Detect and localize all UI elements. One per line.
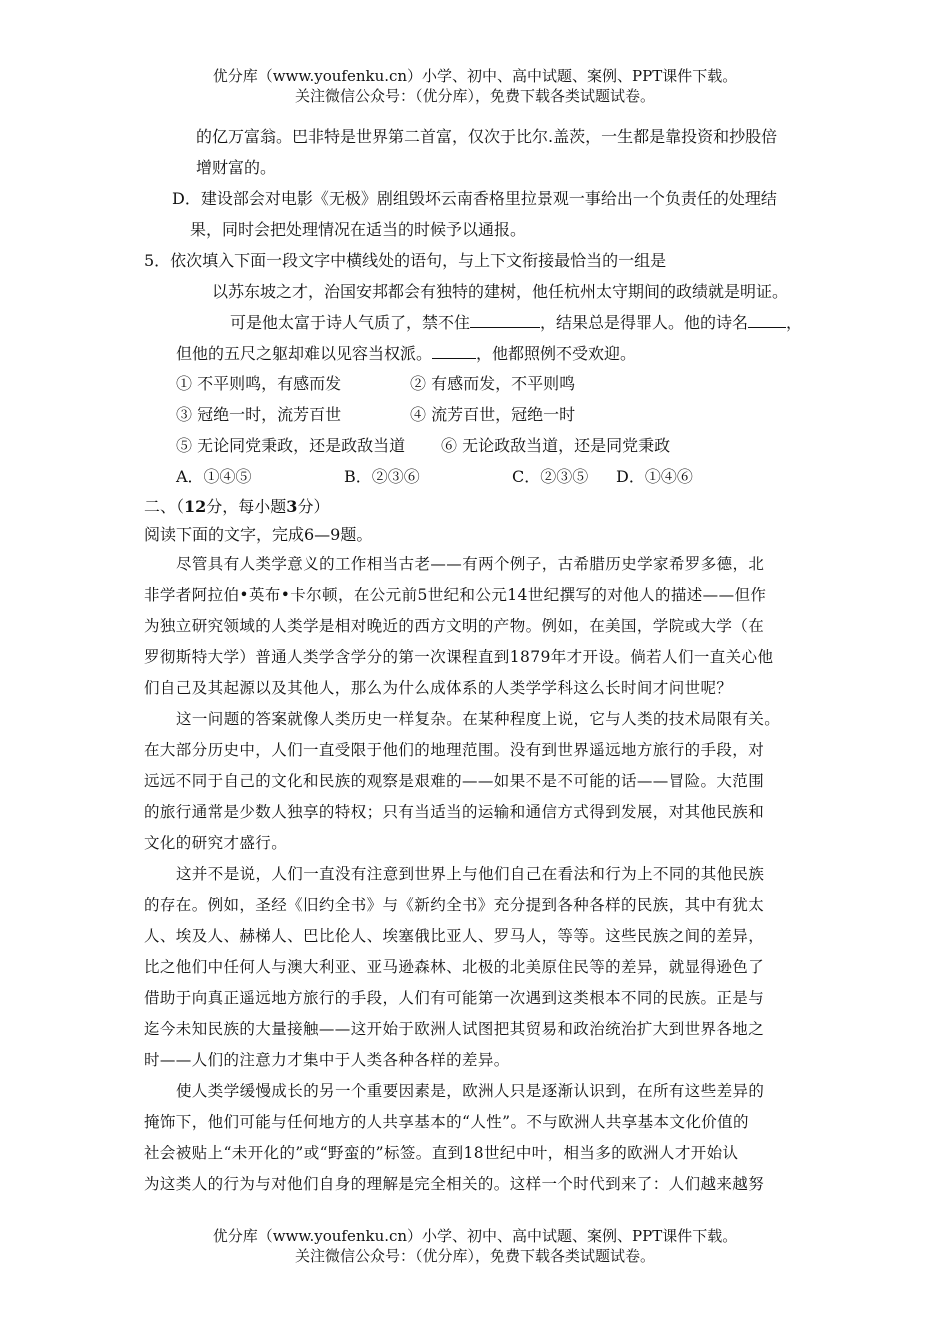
q5-passage-line-2a: 可是他太富于诗人气质了，禁不住 xyxy=(230,313,471,332)
section-heading-each: 3 xyxy=(286,497,298,516)
q5-stem: 5．依次填入下面一段文字中横线处的语句，与上下文衔接最恰当的一组是 xyxy=(144,251,667,270)
q4-option-c-line-1: 的亿万富翁。巴非特是世界第二首富，仅次于比尔.盖茨，一生都是靠投资和抄股倍 xyxy=(196,127,778,146)
q5-item-3: ③ 冠绝一时，流芳百世 xyxy=(176,405,342,424)
passage-line-8: 远远不同于自己的文化和民族的观察是艰难的——如果不是不可能的话——冒险。大范围 xyxy=(144,772,765,790)
section-2-heading xyxy=(144,496,329,518)
passage-line-20: 社会被贴上“未开化的”或“野蛮的”标签。直到18世纪中叶，相当多的欧洲人才开始认 xyxy=(144,1144,739,1162)
q5-choice-b: B．②③⑥ xyxy=(344,467,420,486)
passage-line-6: 这一问题的答案就像人类历史一样复杂。在某种程度上说，它与人类的技术局限有关。 xyxy=(176,710,781,728)
header-line-2: 关注微信公众号：（优分库），免费下载各类试题试卷。 xyxy=(294,87,655,105)
passage-line-17: 时——人们的注意力才集中于人类各种各样的差异。 xyxy=(144,1051,510,1069)
q5-passage-line-2b: ，结果总是得罪人。他的诗名 xyxy=(540,313,749,332)
passage-line-13: 人、埃及人、赫梯人、巴比伦人、埃塞俄比亚人、罗马人，等等。这些民族之间的差异， xyxy=(144,927,765,945)
passage-line-21: 为这类人的行为与对他们自身的理解是完全相关的。这样一个时代到来了：人们越来越努 xyxy=(144,1175,765,1193)
footer-line-2: 关注微信公众号：（优分库），免费下载各类试题试卷。 xyxy=(294,1247,655,1265)
passage-line-14: 比之他们中任何人与澳大利亚、亚马逊森林、北极的北美原住民等的差异，就显得逊色了 xyxy=(144,958,765,976)
q5-item-5: ⑤ 无论同党秉政，还是政敌当道 xyxy=(176,436,406,455)
passage-line-1: 尽管具有人类学意义的工作相当古老——有两个例子，古希腊历史学家希罗多德，北 xyxy=(176,555,765,573)
q5-item-6: ⑥ 无论政敌当道，还是同党秉政 xyxy=(441,436,671,455)
q5-choice-c: C．②③⑤ xyxy=(512,467,589,486)
q5-passage-line-1: 以苏东坡之才，治国安邦都会有独特的建树，他任杭州太守期间的政绩就是明证。 xyxy=(212,282,789,301)
passage-line-7: 在大部分历史中，人们一直受限于他们的地理范围。没有到世界遥远地方旅行的手段，对 xyxy=(144,741,765,759)
q5-passage-line-3 xyxy=(176,343,636,365)
section-heading-e: 分） xyxy=(297,497,330,516)
passage-line-9: 的旅行通常是少数人独享的特权；只有当适当的运输和通信方式得到发展，对其他民族和 xyxy=(144,803,765,821)
blank-2 xyxy=(748,312,786,328)
q5-passage-line-3a: 但他的五尺之躯却难以见容当权派。 xyxy=(176,344,433,363)
q5-item-4: ④ 流芳百世，冠绝一时 xyxy=(410,405,576,424)
passage-line-4: 罗彻斯特大学）普通人类学含学分的第一次课程直到1879年才开设。倘若人们一直关心他 xyxy=(144,648,774,666)
q5-item-2: ② 有感而发，不平则鸣 xyxy=(410,374,576,393)
footer-line-1: 优分库（www.youfenku.cn）小学、初中、高中试题、案例、PPT课件下载。 xyxy=(212,1227,738,1245)
blank-1 xyxy=(470,312,540,328)
passage-line-3: 为独立研究领域的人类学是相对晚近的西方文明的产物。例如，在美国，学院或大学（在 xyxy=(144,617,765,635)
page-header xyxy=(0,66,950,106)
q5-choice-a: A．①④⑤ xyxy=(176,467,252,486)
blank-3 xyxy=(432,343,476,359)
q5-passage-line-2 xyxy=(230,312,802,334)
passage-line-16: 迄今未知民族的大量接触——这开始于欧洲人试图把其贸易和政治统治扩大到世界各地之 xyxy=(144,1020,765,1038)
q5-choice-d: D．①④⑥ xyxy=(616,467,693,486)
q5-item-1: ① 不平则鸣，有感而发 xyxy=(176,374,342,393)
passage-line-18: 使人类学缓慢成长的另一个重要因素是，欧洲人只是逐渐认识到，在所有这些差异的 xyxy=(176,1082,765,1100)
q5-passage-line-3b: ，他都照例不受欢迎。 xyxy=(476,344,637,363)
q4-option-d-line-2: 果，同时会把处理情况在适当的时候予以通报。 xyxy=(190,220,527,239)
passage-line-11: 这并不是说，人们一直没有注意到世界上与他们自己在看法和行为上不同的其他民族 xyxy=(176,865,765,883)
q4-option-c-line-2: 增财富的。 xyxy=(196,158,277,177)
passage-line-15: 借助于向真正遥远地方旅行的手段，人们有可能第一次遇到这类根本不同的民族。正是与 xyxy=(144,989,765,1007)
passage-line-12: 的存在。例如，圣经《旧约全书》与《新约全书》充分提到各种各样的民族，其中有犹太 xyxy=(144,896,765,914)
section-heading-points: 12 xyxy=(184,497,207,516)
passage-line-19: 掩饰下，他们可能与任何地方的人共享基本的“人性”。不与欧洲人共享基本文化价值的 xyxy=(144,1113,749,1131)
section-heading-a: 二、（ xyxy=(144,497,185,516)
page-footer xyxy=(0,1226,950,1266)
header-line-1: 优分库（www.youfenku.cn）小学、初中、高中试题、案例、PPT课件下载。 xyxy=(212,67,738,85)
section-heading-c: 分，每小题 xyxy=(206,497,287,516)
passage-line-2: 非学者阿拉伯•英布•卡尔顿，在公元前5世纪和公元14世纪撰写的对他人的描述——但作 xyxy=(144,586,767,604)
q4-option-d-line-1: D．建设部会对电影《无极》剧组毁坏云南香格里拉景观一事给出一个负责任的处理结 xyxy=(172,189,777,208)
passage-line-5: 们自己及其起源以及其他人，那么为什么成体系的人类学学科这么长时间才问世呢？ xyxy=(144,679,733,697)
passage-line-10: 文化的研究才盛行。 xyxy=(144,834,288,852)
section-2-instruction: 阅读下面的文字，完成6—9题。 xyxy=(144,525,373,544)
q5-passage-line-2c: ， xyxy=(786,313,803,332)
